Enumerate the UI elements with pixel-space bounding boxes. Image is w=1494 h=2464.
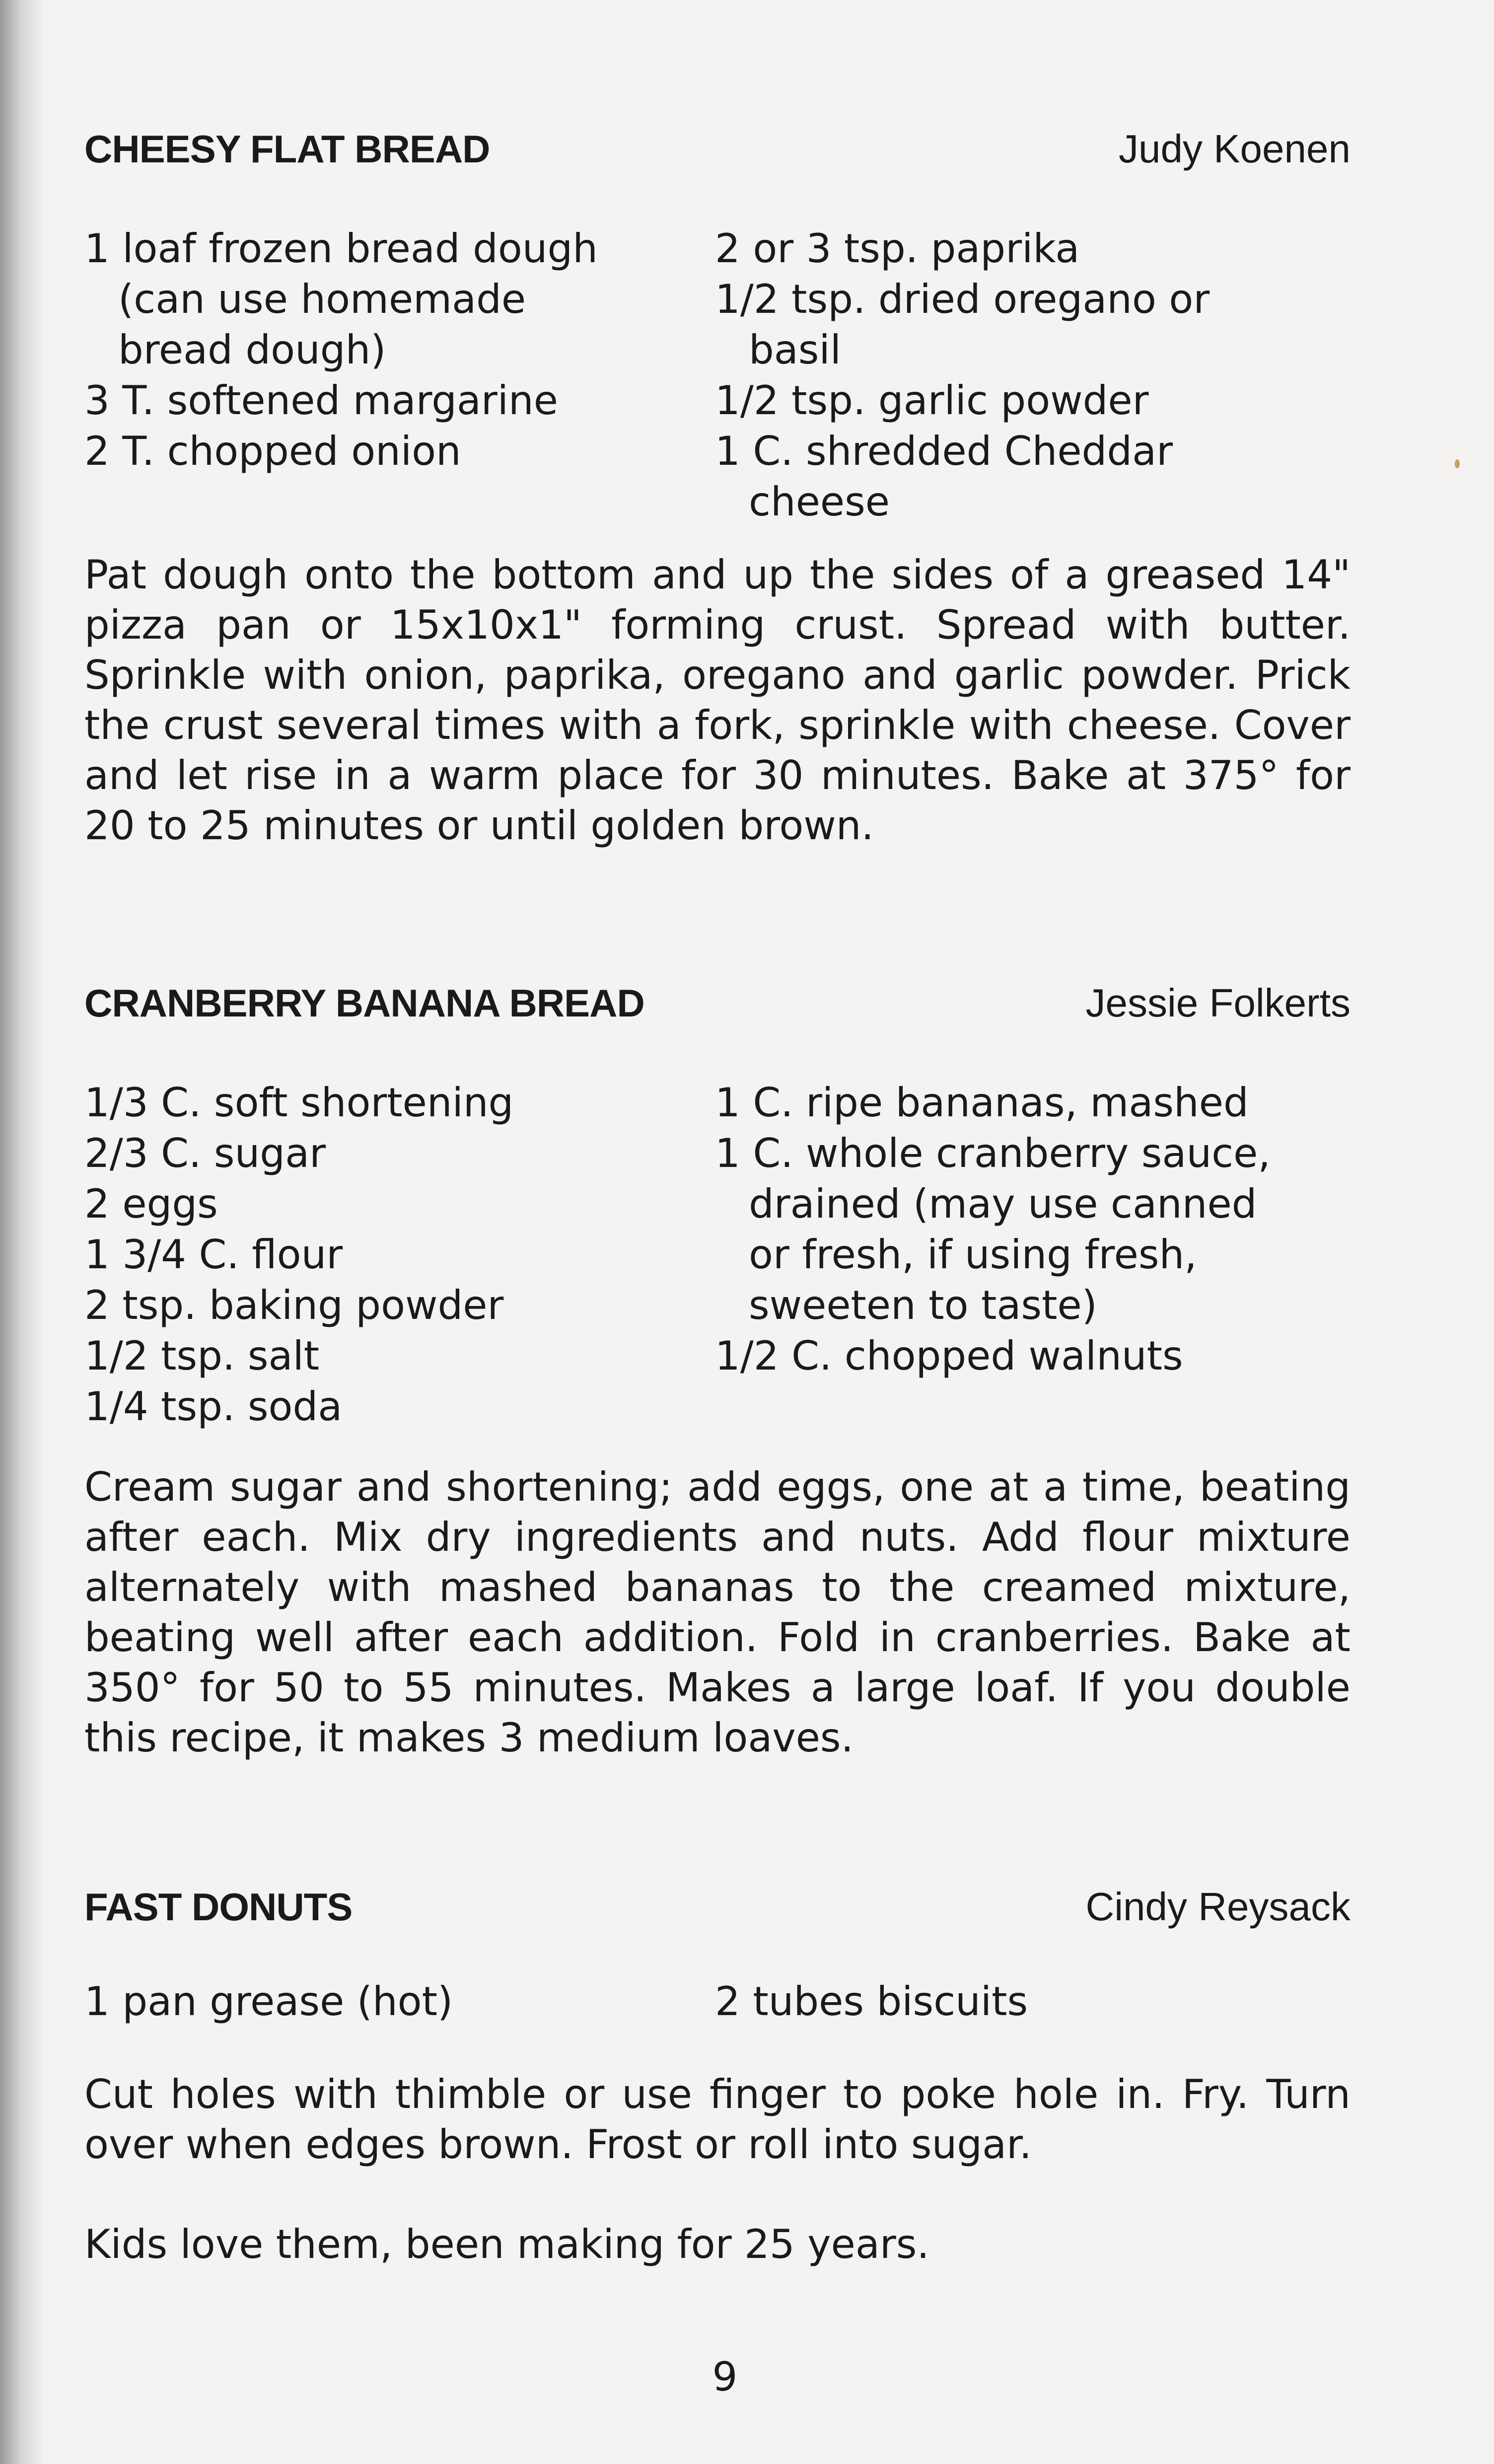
ingredient-line: 2 eggs	[84, 1181, 218, 1227]
recipe-author: Cindy Reysack	[1085, 1884, 1351, 1929]
paper-speck	[1455, 459, 1460, 468]
ingredient-line: 1 3/4 C. flour	[84, 1232, 343, 1278]
ingredient-line: 1/4 tsp. soda	[84, 1383, 343, 1430]
ingredient-line: 2 tsp. baking powder	[84, 1282, 504, 1328]
ingredient-line: 1 pan grease (hot)	[84, 1978, 453, 2025]
recipe-note: Kids love them, been making for 25 years.	[84, 2221, 929, 2267]
ingredient-line: 1 C. ripe bananas, mashed	[715, 1080, 1249, 1126]
recipe-title: CRANBERRY BANANA BREAD	[84, 981, 644, 1025]
ingredient-list	[84, 1976, 1351, 2027]
ingredient-line: 1/2 tsp. garlic powder	[715, 377, 1149, 424]
ingredient-line: 2 tubes biscuits	[715, 1978, 1028, 2025]
ingredient-line: bread dough)	[118, 327, 386, 373]
ingredient-line: drained (may use canned	[749, 1181, 1257, 1227]
ingredient-line: or fresh, if using fresh,	[749, 1232, 1197, 1278]
page-number: 9	[712, 2354, 738, 2400]
recipe-page	[84, 124, 1351, 2267]
recipe-header	[84, 124, 1351, 174]
ingredient-line: 2 T. chopped onion	[84, 428, 461, 474]
recipe-author: Jessie Folkerts	[1085, 981, 1351, 1025]
binding-gutter-shadow	[0, 0, 45, 2464]
recipe-cranberry-banana-bread	[84, 978, 1351, 1763]
recipe-header	[84, 978, 1351, 1028]
ingredient-column-left	[84, 1976, 715, 2027]
ingredient-line: 1/2 C. chopped walnuts	[715, 1333, 1183, 1379]
ingredient-line: 2/3 C. sugar	[84, 1130, 326, 1176]
ingredient-column-left	[84, 1078, 715, 1432]
recipe-directions: Pat dough onto the bottom and up the sides of a greased 14" pizza pan or 15x10x1" forming crust. Spread with butter. Sprinkle with onion, paprika, oregano and garlic powder. Prick the crust several times with a fork, sprinkle with cheese. Cover and let rise in a warm place for 30 minutes. Bake at 375° for 20 to 25 minutes or until golden brown.	[84, 552, 1351, 849]
ingredient-line: cheese	[749, 479, 890, 525]
ingredient-line: basil	[749, 327, 841, 373]
ingredient-list	[84, 223, 1351, 527]
recipe-header	[84, 1882, 1351, 1932]
ingredient-line: 1/2 tsp. dried oregano or	[715, 276, 1210, 322]
ingredient-list	[84, 1078, 1351, 1432]
ingredient-line: 1 C. shredded Cheddar	[715, 428, 1173, 474]
ingredient-line: 1 C. whole cranberry sauce,	[715, 1130, 1271, 1176]
ingredient-column-right	[715, 223, 1346, 527]
recipe-title: CHEESY FLAT BREAD	[84, 127, 490, 171]
ingredient-line: 2 or 3 tsp. paprika	[715, 225, 1080, 272]
ingredient-line: sweeten to taste)	[749, 1282, 1097, 1328]
ingredient-line: 1/3 C. soft shortening	[84, 1080, 514, 1126]
ingredient-line: (can use homemade	[118, 276, 526, 322]
recipe-fast-donuts	[84, 1882, 1351, 2309]
recipe-directions: Cut holes with thimble or use finger to poke hole in. Fry. Turn over when edges brown. Frost or roll into sugar.	[84, 2071, 1351, 2168]
ingredient-line: 3 T. softened margarine	[84, 377, 558, 424]
ingredient-column-right	[715, 1078, 1346, 1432]
recipe-directions: Cream sugar and shortening; add eggs, one at a time, beating after each. Mix dry ingredients and nuts. Add flour mixture alternately with mashed bananas to the creamed mixture, beating well after each addition. Fold in cranberries. Bake at 350° for 50 to 55 minutes. Makes a large loaf. If you double this recipe, it makes 3 medium loaves.	[84, 1464, 1351, 1761]
recipe-cheesy-flat-bread	[84, 124, 1351, 851]
ingredient-column-left	[84, 223, 715, 527]
ingredient-column-right	[715, 1976, 1346, 2027]
recipe-title: FAST DONUTS	[84, 1885, 353, 1929]
ingredient-line: 1/2 tsp. salt	[84, 1333, 320, 1379]
ingredient-line: 1 loaf frozen bread dough	[84, 225, 598, 272]
recipe-author: Judy Koenen	[1118, 127, 1351, 171]
